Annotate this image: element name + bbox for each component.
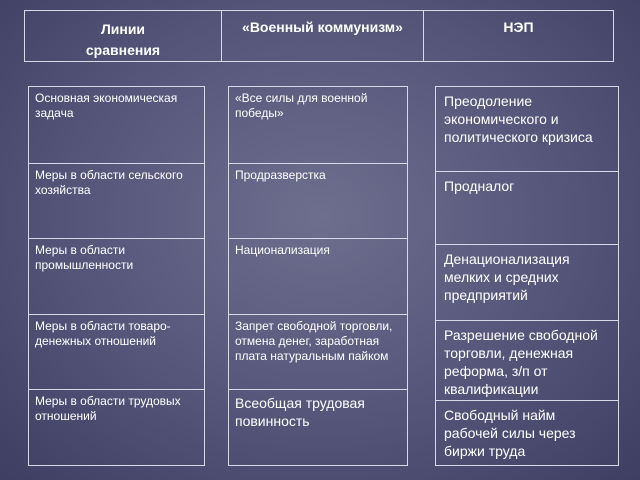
header-nep: НЭП: [423, 11, 613, 61]
nep-cell: Разрешение свободной торговли, денежная реформа, з/п от квалификации: [436, 320, 618, 400]
war-communism-cell: Запрет свободной торговли, отмена денег, заработная плата натуральным пайком: [229, 314, 407, 390]
war-communism-cell: Всеобщая трудовая повинность: [229, 389, 407, 465]
header-criteria-line1: Линии: [100, 21, 146, 37]
criteria-column: [28, 86, 205, 466]
comparison-header: [24, 10, 614, 62]
criteria-cell: Меры в области трудовых отношений: [29, 389, 204, 465]
war-communism-cell: Национализация: [229, 238, 407, 314]
nep-column: [435, 86, 619, 466]
nep-cell: Преодоление экономического и политического кризиса: [444, 93, 593, 145]
header-criteria: [25, 11, 221, 61]
header-war-communism: «Военный коммунизм»: [221, 11, 423, 61]
criteria-cell: Меры в области промышленности: [29, 238, 204, 314]
war-communism-cell: Продразверстка: [229, 163, 407, 239]
war-communism-column: [228, 86, 408, 466]
nep-cell: Продналог: [436, 171, 618, 243]
criteria-cell: Меры в области сельского хозяйства: [29, 163, 204, 239]
nep-cell: Свободный найм рабочей силы через биржи труда: [436, 400, 618, 465]
criteria-cell: Основная экономическая задача: [35, 91, 178, 120]
war-communism-cell: «Все силы для военной победы»: [235, 91, 368, 120]
nep-cell: Денационализация мелких и средних предприятий: [436, 244, 618, 320]
criteria-cell: Меры в области товаро-денежных отношений: [29, 314, 204, 390]
header-criteria-line2: сравнения: [85, 42, 161, 58]
